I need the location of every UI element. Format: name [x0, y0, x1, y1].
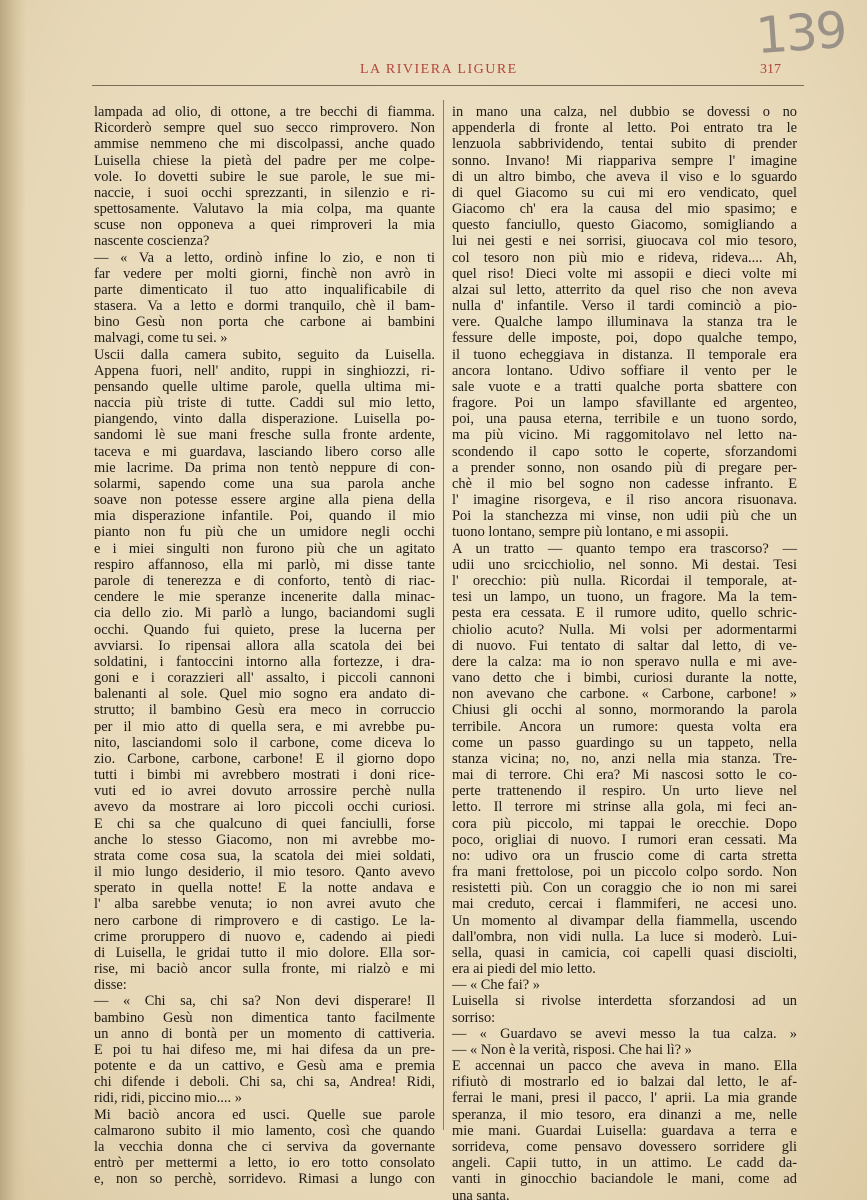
text-line: pianto non fu più che un umidore negli occhi	[94, 524, 435, 541]
text-line: dere la calza: ma io non speravo nulla e mi ave-	[452, 653, 797, 670]
text-line: vere. Qualche lampo illuminava la stanza tra le	[452, 314, 797, 331]
text-line: poco, origliai di nuovo. I rumori eran cessati. Ma	[452, 831, 797, 848]
text-line: alzai sul letto, atterrito da quel riso che non aveva	[452, 281, 797, 298]
text-line: — « Guardavo se avevi messo la tua calza. »	[452, 1025, 797, 1042]
text-line: appenderla di fronte al letto. Poi entrato tra le	[452, 120, 797, 137]
text-line: l' orecchio: più nulla. Ricordai il temporale, at-	[452, 572, 797, 589]
text-line: scuse non opponeva a quei rimproveri la mia	[94, 217, 435, 234]
text-line: spettosamente. Valutavo la mia colpa, ma quante	[94, 201, 435, 218]
text-line: sella, quasi in camicia, coi capelli quasi disciolti,	[452, 944, 797, 961]
text-line: soave non potesse essere argine alla piena della	[94, 492, 435, 509]
text-line: ammise nemmeno che mi discolpassi, anche quado	[94, 136, 435, 153]
text-line: naccie, i suoi occhi sprezzanti, in silenzio e ri-	[94, 184, 435, 201]
text-line: A un tratto — quanto tempo era trascorso? —	[452, 540, 797, 557]
text-line: fessure delle imposte, poi, dopo qualche tempo,	[452, 330, 797, 347]
text-line: no: udivo ora un fruscio come di carta stretta	[452, 847, 797, 864]
text-line: potente e da un cattivo, e Gesù ama e premia	[94, 1058, 435, 1075]
text-line: Luisella si rivolse interdetta sforzandosi ad un	[452, 993, 797, 1010]
text-line: ancora lontano. Udivo soffiare il vento per le	[452, 362, 797, 379]
text-line: udii uno srcicchiolio, nel sonno. Mi destai. Tesi	[452, 556, 797, 573]
text-line: lampada ad olio, di ottone, a tre becchi di fiamma.	[94, 104, 435, 120]
text-line: nero carbone di rimprovero e di castigo. Le la-	[94, 912, 435, 929]
text-line: pensando quelle ultime parole, quella ultima mi-	[94, 378, 435, 395]
header-rule	[92, 85, 804, 86]
text-line: zio. Carbone, carbone, carbone! E il giorno dopo	[94, 750, 435, 767]
text-line: soldatini, i fantoccini intorno alla fortezze, i dra-	[94, 653, 435, 670]
text-line: E accennai un pacco che aveva in mano. Ella	[452, 1058, 797, 1075]
text-line: vano detto che i bimbi, curiosi durante la notte,	[452, 670, 797, 687]
text-line: tuono lontano, sempre più lontano, e mi assopii.	[452, 524, 729, 541]
text-line: mai creduto, cercai i flammiferi, ne accesi uno.	[452, 896, 797, 913]
text-line: resistetti più. Con un coraggio che io non mi sarei	[452, 880, 797, 897]
text-line: sandomi lè sue mani fresche sulla fronte ardente,	[94, 427, 435, 444]
text-line: Ricorderò sempre quel suo secco rimprovero. Non	[94, 120, 435, 137]
text-line: tutti i bimbi mi avrebbero mostrati i doni rice-	[94, 767, 435, 784]
text-line: il tuono echeggiava in distanza. Il temporale era	[452, 346, 797, 363]
text-line: — « Va a letto, ordinò infine lo zio, e non ti	[94, 249, 435, 266]
text-line: sale vuote e a tratti qualche porta sbattere con	[452, 378, 797, 395]
text-line: — « Chi sa, chi sa? Non devi disperare! Il	[94, 993, 435, 1010]
text-line: ridi, ridi, piccino mio.... »	[94, 1090, 242, 1107]
text-line: — « Non è la verità, risposi. Che hai lì? »	[452, 1041, 692, 1058]
text-line: cendere le mie speranze incenerite dalla minac-	[94, 589, 435, 606]
text-line: scondendo il capo sotto le coperte, sforzandomi	[452, 443, 797, 460]
text-line: taceva e mi guardava, lasciando libero corso alle	[94, 443, 435, 460]
text-line: Giacomo ch' era la causa del mio spasimo; e	[452, 201, 797, 218]
text-line: non avevano che carbone. « Carbone, carbone! »	[452, 686, 797, 703]
text-line: fragore. Poi un lampo sfavillante ed argenteo,	[452, 395, 797, 412]
text-line: sperato in quella notte! E la notte andava e	[94, 880, 435, 897]
text-line: quel riso! Dieci volte mi assopii e dieci volte mi	[452, 265, 797, 282]
text-line: in mano una calza, nel dubbio se dovessi o no	[452, 104, 797, 120]
text-line: Chiusi gli occhi al sonno, mormorando la parola	[452, 702, 797, 719]
text-line: per il mio atto di quella sera, e mi avrebbe pu-	[94, 718, 435, 735]
text-line: naccia più triste di tutte. Caddi sul mio letto,	[94, 395, 435, 412]
text-line: goni e i corazzieri all' assalto, i piccoli cannoni	[94, 670, 435, 687]
text-line: far vedere per molti giorni, finchè non avrò in	[94, 265, 435, 282]
text-line: chiolio acuto? Nulla. Mi volsi per adormentarmi	[452, 621, 797, 638]
text-line: malvagi, come tu sei. »	[94, 330, 228, 347]
text-line: di un altro bimbo, che aveva il viso e lo sguardo	[452, 168, 797, 185]
text-line: un anno di bontà per un momento di cattiveria.	[94, 1025, 435, 1042]
text-line: rifiutò di mostrarlo ed io balzai dal letto, le af-	[452, 1074, 797, 1091]
text-line: fra mani frettolose, poi un piccolo colpo sordo. Non	[452, 864, 797, 881]
text-line: lenzuola sabbrividendo, tentai subito di prender	[452, 136, 797, 153]
text-line: vanti in ginocchio baciandole le mani, come ad	[452, 1171, 797, 1188]
text-line: cia dello zio. Mi parlò a lungo, baciandomi sugli	[94, 605, 435, 622]
text-line: perte trattenendo il respiro. Un urto lieve nel	[452, 783, 797, 800]
text-line: parte dimenticato il tuo atto inqualificabile di	[94, 281, 435, 298]
text-line: speranza, il mio tesoro, era dinanzi a me, nelle	[452, 1106, 797, 1123]
text-line: chè il mio bel sogno non cadesse infranto. E	[452, 475, 797, 492]
text-line: nito, lasciandomi solo il carbone, come diceva lo	[94, 734, 435, 751]
text-line: E poi tu hai difeso me, mi hai difesa da un pre-	[94, 1041, 435, 1058]
text-line: strutto; il bambino Gesù era meco in corruccio	[94, 702, 435, 719]
text-line: rise, mi baciò ancor sulla fronte, mi rialzò e mi	[94, 961, 435, 978]
text-line: terribile. Ancora un rumore: questa volta era	[452, 718, 797, 735]
page-number: 317	[760, 62, 781, 77]
text-line: tesi un lampo, un tuono, un fragore. Ma la tem-	[452, 589, 797, 606]
text-line: strata come cosa sua, la scatola dei miei soldati,	[94, 847, 435, 864]
text-line: bino Gesù non porta che carbone ai bambini	[94, 314, 435, 331]
text-line: vuti ed io avrei dovuto arrossire perchè nulla	[94, 783, 435, 800]
text-line: mie lacrime. Da prima non tentò neppure di con-	[94, 459, 435, 476]
text-line: chi difende i deboli. Chi sa, chi sa, Andrea! Ridi,	[94, 1074, 435, 1091]
text-line: occhi. Quando fui quieto, prese la lucerna per	[94, 621, 435, 638]
text-line: lui nei gesti e nei sorrisi, giuocava col mio tesoro,	[452, 233, 797, 250]
text-line: e, non so perchè, sorridevo. Rimasi a lungo con	[94, 1171, 435, 1188]
text-line: anche lo stesso Giacomo, non mi avrebbe mo-	[94, 831, 435, 848]
text-line: mia disperazione infantile. Poi, quando il mio	[94, 508, 435, 525]
text-line: Uscii dalla camera subito, seguito da Luisella.	[94, 346, 435, 363]
text-line: vole. Io dovetti subire le sue parole, le sue mi-	[94, 168, 435, 185]
text-line: avviarsi. Io ripensai allora alla scatola dei bei	[94, 637, 435, 654]
text-line: ma più vicino. Mi raggomitolavo nel letto na-	[452, 427, 797, 444]
text-line: letto. Il terrore mi strinse alla gola, mi feci an-	[452, 799, 797, 816]
text-line: di Luisella, le gridai tutto il mio dolore. Ella sor-	[94, 944, 435, 961]
handwritten-folio-number: 139	[753, 0, 847, 66]
text-line: Poi la stanchezza mi vinse, non udii più che un	[452, 508, 797, 525]
text-line: come un passo guardingo su un tappeto, nella	[452, 734, 797, 751]
text-line: Un momento al divampar della fiammella, uscendo	[452, 912, 797, 929]
text-line: il mio lungo desiderio, il mio tesoro. Qanto avevo	[94, 864, 435, 881]
text-line: una santa.	[452, 1187, 510, 1200]
text-line: di nuovo. Fui tentato di saltar dal letto, di ve-	[452, 637, 797, 654]
text-line: mie mani. Guardai Luisella: guardava a terra e	[452, 1122, 797, 1139]
running-header-title: LA RIVIERA LIGURE	[360, 62, 518, 77]
text-line: col tesoro non più mio e rideva, rideva.... Ah,	[452, 249, 797, 266]
text-line: poi, una pausa eterna, terribile e un tuono sordo,	[452, 411, 797, 428]
text-line: la vecchia donna che ci serviva da governante	[94, 1139, 435, 1155]
text-line: l' imagine risorgeva, e il riso ancora risuonava.	[452, 492, 797, 509]
text-line: cora più piccolo, mi tappai le orecchie. Dopo	[452, 815, 797, 832]
text-line: e i miei singulti non furono più che un agitato	[94, 540, 435, 557]
text-line: respiro affannoso, ella mi parlò, mi disse tante	[94, 556, 435, 573]
text-line: — « Che fai? »	[452, 977, 540, 994]
text-column-right	[452, 104, 797, 1200]
text-line: calmarono subito il mio lamento, così che quando	[94, 1122, 435, 1139]
text-line: Luisella chiese la pietà del padre per me colpe-	[94, 152, 435, 169]
text-line: E chi sa che qualcuno di quei fanciulli, forse	[94, 815, 435, 832]
text-line: questo fanciullo, questo Giacomo, somigliando a	[452, 217, 797, 234]
text-line: parole di tenerezza e di conforto, tentò di riac-	[94, 572, 435, 589]
text-line: Mi baciò ancora ed usci. Quelle sue parole	[94, 1106, 435, 1123]
text-column-left	[94, 104, 435, 1188]
text-line: Appena fuori, nell' andito, ruppi in singhiozzi, ri-	[94, 362, 435, 379]
text-line: sorriso:	[452, 1009, 496, 1026]
text-line: entrò per mettermi a letto, io ero totto consolato	[94, 1155, 435, 1172]
text-line: nulla d' infantile. Verso il tardi cominciò a pio-	[452, 298, 797, 315]
text-line: pesta era cessata. E il rumore udito, quello schric-	[452, 605, 797, 622]
text-line: sorrideva, come pensavo dovessero sorridere gli	[452, 1139, 797, 1155]
text-line: bambino Gesù non dimentica tanto facilmente	[94, 1009, 435, 1026]
text-line: a prender sonno, non osando più di pregare per-	[452, 459, 797, 476]
text-line: l' alba sarebbe venuta; io non avrei avuto che	[94, 896, 435, 913]
page-gutter	[0, 0, 26, 1200]
text-line: nascente coscienza?	[94, 233, 210, 250]
text-line: balenanti al sole. Quel mio sogno era andato di-	[94, 686, 435, 703]
text-line: avevo da mostrare ai loro piccoli occhi curiosi.	[94, 799, 435, 816]
text-line: disse:	[94, 977, 127, 994]
text-line: solarmi, sapendo come una sua parola anche	[94, 475, 435, 492]
text-line: stanza vicina; no, no, anzi nella mia stanza. Tre-	[452, 750, 797, 767]
text-line: angeli. Capii tutto, in un attimo. Le cadd da-	[452, 1155, 797, 1172]
text-line: di quel Giacomo su cui mi ero vendicato, quel	[452, 184, 797, 201]
text-line: ferrai le mani, presi il pacco, l' aprii. La mia grande	[452, 1090, 797, 1107]
text-line: stasera. Va a letto e dormi tranquilo, chè il bam-	[94, 298, 435, 315]
text-line: piangendo, vinto dalla disperazione. Luisella po-	[94, 411, 435, 428]
text-line: dall'ombra, non vidi nulla. La luce si moderò. Lui-	[452, 928, 797, 945]
text-line: era ai piedi del mio letto.	[452, 961, 596, 978]
text-line: crime proruppero di nuovo e, cadendo ai piedi	[94, 928, 435, 945]
text-line: mai di terrore. Chi era? Mi nascosi sotto le co-	[452, 767, 797, 784]
column-divider	[443, 100, 444, 1130]
text-line: sonno. Invano! Mi riappariva sempre l' imagine	[452, 152, 797, 169]
